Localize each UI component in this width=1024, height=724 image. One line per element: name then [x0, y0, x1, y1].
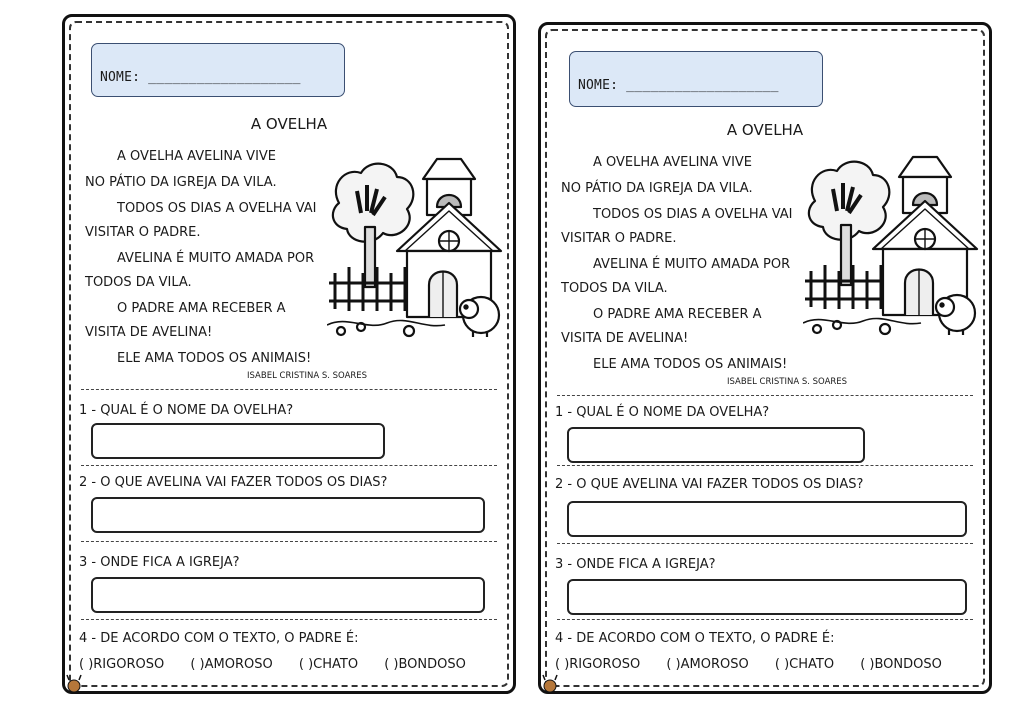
story-title: A OVELHA — [726, 121, 804, 139]
author: ISABEL CRISTINA S. SOARES — [247, 371, 368, 381]
separator — [81, 619, 497, 620]
answer-box-1[interactable] — [91, 423, 385, 459]
name-label: NOME: ___________________ — [100, 70, 301, 85]
worksheet-left — [62, 14, 516, 694]
author: ISABEL CRISTINA S. SOARES — [727, 377, 848, 387]
separator — [81, 389, 497, 390]
option-chato[interactable]: ( )CHATO — [774, 657, 835, 672]
text-line-5: AVELINA É MUITO AMADA POR — [117, 251, 315, 266]
text-line-2: NO PÁTIO DA IGREJA DA VILA. — [561, 181, 753, 196]
option-chato[interactable]: ( )CHATO — [298, 657, 359, 672]
name-box — [91, 43, 345, 97]
text-line-1: A OVELHA AVELINA VIVE — [117, 149, 277, 164]
text-line-8: VISITA DE AVELINA! — [561, 331, 689, 346]
question-1: 1 - QUAL É O NOME DA OVELHA? — [79, 403, 294, 418]
text-line-1: A OVELHA AVELINA VIVE — [593, 155, 753, 170]
text-line-9: ELE AMA TODOS OS ANIMAIS! — [593, 357, 788, 372]
separator — [81, 465, 497, 466]
text-line-6: TODOS DA VILA. — [561, 281, 668, 296]
story-title: A OVELHA — [250, 115, 328, 133]
question-2: 2 - O QUE AVELINA VAI FAZER TODOS OS DIAS? — [555, 477, 864, 492]
text-line-7: O PADRE AMA RECEBER A — [117, 301, 286, 316]
separator — [557, 619, 973, 620]
deer-icon — [63, 673, 85, 695]
name-box — [569, 51, 823, 107]
text-line-4: VISITAR O PADRE. — [85, 225, 201, 240]
separator — [557, 543, 973, 544]
name-label: NOME: ___________________ — [578, 78, 779, 93]
option-rigoroso[interactable]: ( )RIGOROSO — [555, 657, 641, 672]
text-line-3: TODOS OS DIAS A OVELHA VAI — [593, 207, 793, 222]
options-row — [79, 657, 466, 672]
answer-box-3[interactable] — [567, 579, 967, 615]
answer-box-3[interactable] — [91, 577, 485, 613]
church-sheep-tree-icon — [803, 153, 981, 337]
options-row — [555, 657, 942, 672]
question-4: 4 - DE ACORDO COM O TEXTO, O PADRE É: — [79, 631, 359, 646]
question-4: 4 - DE ACORDO COM O TEXTO, O PADRE É: — [555, 631, 835, 646]
separator — [557, 395, 973, 396]
text-line-3: TODOS OS DIAS A OVELHA VAI — [117, 201, 317, 216]
option-bondoso[interactable]: ( )BONDOSO — [860, 657, 942, 672]
question-1: 1 - QUAL É O NOME DA OVELHA? — [555, 405, 770, 420]
option-amoroso[interactable]: ( )AMOROSO — [666, 657, 749, 672]
text-line-9: ELE AMA TODOS OS ANIMAIS! — [117, 351, 312, 366]
church-sheep-tree-icon — [327, 155, 505, 339]
separator — [81, 541, 497, 542]
deer-icon — [539, 673, 561, 695]
text-line-5: AVELINA É MUITO AMADA POR — [593, 257, 791, 272]
option-bondoso[interactable]: ( )BONDOSO — [384, 657, 466, 672]
option-rigoroso[interactable]: ( )RIGOROSO — [79, 657, 165, 672]
question-3: 3 - ONDE FICA A IGREJA? — [79, 555, 240, 570]
text-line-7: O PADRE AMA RECEBER A — [593, 307, 762, 322]
question-3: 3 - ONDE FICA A IGREJA? — [555, 557, 716, 572]
text-line-4: VISITAR O PADRE. — [561, 231, 677, 246]
text-line-2: NO PÁTIO DA IGREJA DA VILA. — [85, 175, 277, 190]
answer-box-2[interactable] — [567, 501, 967, 537]
text-line-8: VISITA DE AVELINA! — [85, 325, 213, 340]
worksheet-right — [538, 22, 992, 694]
text-line-6: TODOS DA VILA. — [85, 275, 192, 290]
answer-box-2[interactable] — [91, 497, 485, 533]
separator — [557, 465, 973, 466]
question-2: 2 - O QUE AVELINA VAI FAZER TODOS OS DIAS? — [79, 475, 388, 490]
answer-box-1[interactable] — [567, 427, 865, 463]
option-amoroso[interactable]: ( )AMOROSO — [190, 657, 273, 672]
